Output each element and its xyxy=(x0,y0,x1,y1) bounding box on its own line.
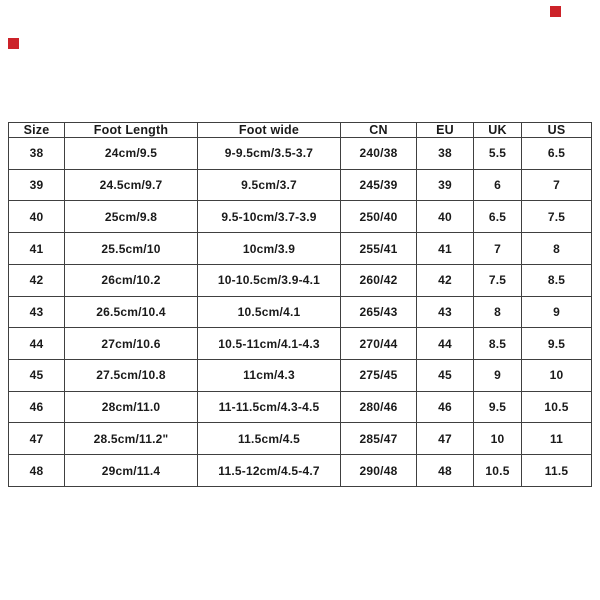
column-header-eu: EU xyxy=(417,123,474,138)
table-cell: 7 xyxy=(522,169,592,201)
table-cell: 28.5cm/11.2" xyxy=(65,423,198,455)
table-cell: 250/40 xyxy=(341,201,417,233)
table-row xyxy=(9,360,592,392)
table-cell: 8.5 xyxy=(522,264,592,296)
table-cell: 9.5 xyxy=(474,391,522,423)
table-cell: 11-11.5cm/4.3-4.5 xyxy=(198,391,341,423)
table-cell: 7.5 xyxy=(474,264,522,296)
table-cell: 47 xyxy=(417,423,474,455)
table-cell: 290/48 xyxy=(341,455,417,487)
table-cell: 255/41 xyxy=(341,233,417,265)
table-cell: 48 xyxy=(417,455,474,487)
table-cell: 45 xyxy=(9,360,65,392)
table-cell: 10.5 xyxy=(522,391,592,423)
table-cell: 8 xyxy=(522,233,592,265)
table-cell: 38 xyxy=(417,138,474,170)
column-header-us: US xyxy=(522,123,592,138)
table-cell: 9.5cm/3.7 xyxy=(198,169,341,201)
table-cell: 27.5cm/10.8 xyxy=(65,360,198,392)
size-chart-table xyxy=(8,122,592,487)
table-cell: 10.5-11cm/4.1-4.3 xyxy=(198,328,341,360)
table-cell: 45 xyxy=(417,360,474,392)
table-cell: 28cm/11.0 xyxy=(65,391,198,423)
table-row xyxy=(9,169,592,201)
column-header-foot-wide: Foot wide xyxy=(198,123,341,138)
table-row xyxy=(9,138,592,170)
table-cell: 8.5 xyxy=(474,328,522,360)
table-row xyxy=(9,455,592,487)
table-cell: 9.5 xyxy=(522,328,592,360)
table-row xyxy=(9,391,592,423)
column-header-uk: UK xyxy=(474,123,522,138)
table-cell: 25.5cm/10 xyxy=(65,233,198,265)
table-row xyxy=(9,233,592,265)
table-cell: 9-9.5cm/3.5-3.7 xyxy=(198,138,341,170)
table-cell: 38 xyxy=(9,138,65,170)
table-cell: 24.5cm/9.7 xyxy=(65,169,198,201)
table-cell: 10-10.5cm/3.9-4.1 xyxy=(198,264,341,296)
table-cell: 10cm/3.9 xyxy=(198,233,341,265)
table-body xyxy=(9,138,592,487)
header-row xyxy=(9,123,592,138)
table-cell: 42 xyxy=(9,264,65,296)
table-row xyxy=(9,328,592,360)
table-cell: 41 xyxy=(417,233,474,265)
table-cell: 280/46 xyxy=(341,391,417,423)
table-cell: 47 xyxy=(9,423,65,455)
table-cell: 5.5 xyxy=(474,138,522,170)
table-cell: 10 xyxy=(522,360,592,392)
table-cell: 7.5 xyxy=(522,201,592,233)
table-cell: 6.5 xyxy=(522,138,592,170)
table-cell: 42 xyxy=(417,264,474,296)
table-cell: 240/38 xyxy=(341,138,417,170)
table-cell: 11 xyxy=(522,423,592,455)
table-cell: 46 xyxy=(417,391,474,423)
table-cell: 26cm/10.2 xyxy=(65,264,198,296)
column-header-cn: CN xyxy=(341,123,417,138)
table-cell: 11cm/4.3 xyxy=(198,360,341,392)
red-square-marker-right xyxy=(550,6,561,17)
table-cell: 24cm/9.5 xyxy=(65,138,198,170)
table-cell: 245/39 xyxy=(341,169,417,201)
table-row xyxy=(9,296,592,328)
table-cell: 270/44 xyxy=(341,328,417,360)
table-cell: 6.5 xyxy=(474,201,522,233)
table-cell: 6 xyxy=(474,169,522,201)
table-cell: 9.5-10cm/3.7-3.9 xyxy=(198,201,341,233)
table-cell: 10 xyxy=(474,423,522,455)
table-cell: 44 xyxy=(417,328,474,360)
red-square-marker-left xyxy=(8,38,19,49)
table-cell: 25cm/9.8 xyxy=(65,201,198,233)
table-cell: 26.5cm/10.4 xyxy=(65,296,198,328)
table-cell: 46 xyxy=(9,391,65,423)
table-cell: 11.5-12cm/4.5-4.7 xyxy=(198,455,341,487)
table-cell: 265/43 xyxy=(341,296,417,328)
table-cell: 10.5 xyxy=(474,455,522,487)
table-cell: 41 xyxy=(9,233,65,265)
table-cell: 10.5cm/4.1 xyxy=(198,296,341,328)
table-cell: 48 xyxy=(9,455,65,487)
table-cell: 43 xyxy=(417,296,474,328)
table-cell: 40 xyxy=(417,201,474,233)
table-cell: 275/45 xyxy=(341,360,417,392)
table-cell: 39 xyxy=(417,169,474,201)
table-cell: 285/47 xyxy=(341,423,417,455)
table-cell: 260/42 xyxy=(341,264,417,296)
table-cell: 9 xyxy=(474,360,522,392)
table-cell: 44 xyxy=(9,328,65,360)
table-cell: 8 xyxy=(474,296,522,328)
table-cell: 40 xyxy=(9,201,65,233)
table-header xyxy=(9,123,592,138)
table-cell: 39 xyxy=(9,169,65,201)
table-cell: 27cm/10.6 xyxy=(65,328,198,360)
table-cell: 43 xyxy=(9,296,65,328)
table-cell: 9 xyxy=(522,296,592,328)
table-cell: 7 xyxy=(474,233,522,265)
table-cell: 11.5 xyxy=(522,455,592,487)
table-row xyxy=(9,423,592,455)
column-header-foot-length: Foot Length xyxy=(65,123,198,138)
table-row xyxy=(9,264,592,296)
column-header-size: Size xyxy=(9,123,65,138)
table-row xyxy=(9,201,592,233)
table-cell: 29cm/11.4 xyxy=(65,455,198,487)
table-cell: 11.5cm/4.5 xyxy=(198,423,341,455)
